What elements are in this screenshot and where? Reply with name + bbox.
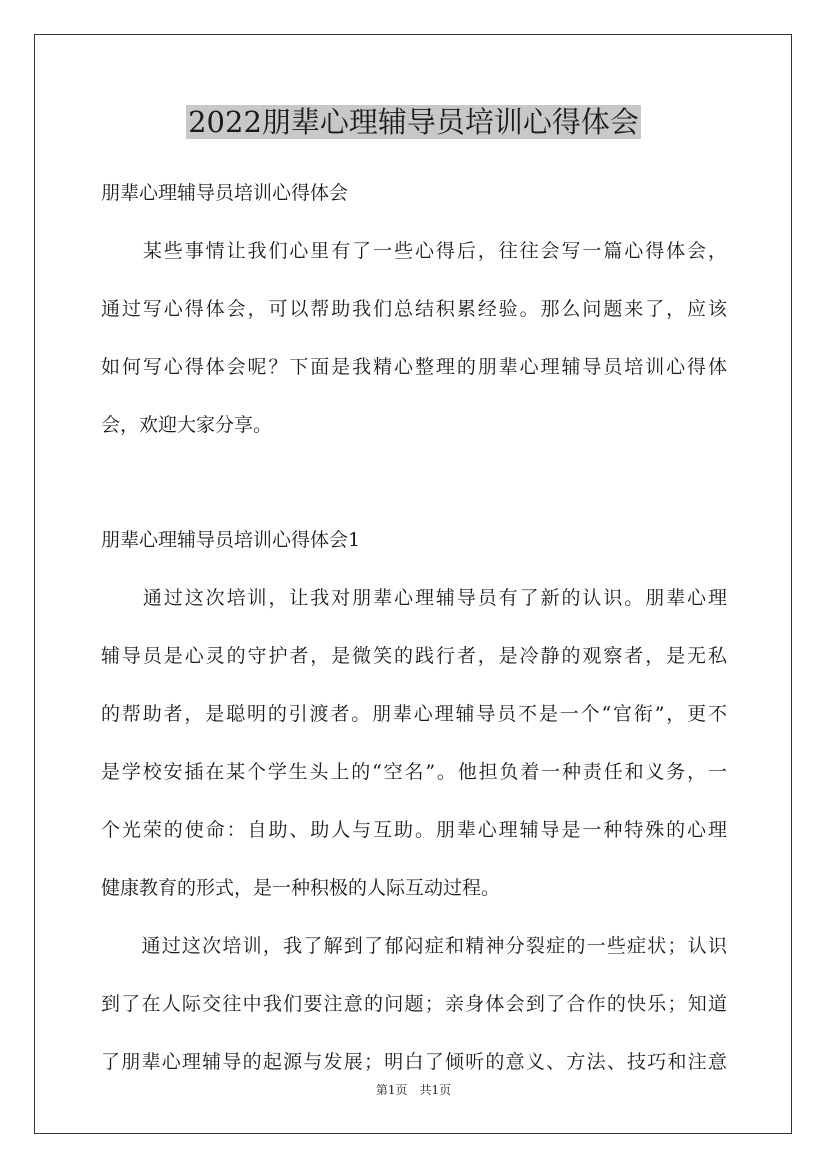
paragraph-line: 是学校安插在某个学生头上的“空名”。他担负着一种责任和义务，一: [101, 761, 727, 783]
intro-line: 某些事情让我们心里有了一些心得后，往往会写一篇心得体会，: [101, 240, 727, 262]
intro-line: 通过写心得体会，可以帮助我们总结积累经验。那么问题来了，应该: [101, 298, 727, 320]
page-number: 第1页 共1页: [375, 1083, 452, 1097]
paragraph-line: 健康教育的形式，是一种积极的人际互动过程。: [101, 877, 501, 899]
paragraph-line: 了朋辈心理辅导的起源与发展；明白了倾听的意义、方法、技巧和注意: [101, 1051, 727, 1073]
paragraph-line: 辅导员是心灵的守护者，是微笑的践行者，是冷静的观察者，是无私: [101, 645, 727, 667]
document-subtitle: 朋辈心理辅导员培训心得体会: [101, 182, 349, 204]
intro-line: 会，欢迎大家分享。: [101, 414, 273, 436]
paragraph-line: 到了在人际交往中我们要注意的问题；亲身体会到了合作的快乐；知道: [101, 993, 727, 1015]
paragraph-line: 通过这次培训，让我对朋辈心理辅导员有了新的认识。朋辈心理: [101, 587, 727, 609]
section-heading: 朋辈心理辅导员培训心得体会1: [101, 529, 361, 551]
page-footer: [0, 1081, 827, 1098]
document-body: [101, 176, 727, 1079]
paragraph-line: 通过这次培训，我了解到了郁闷症和精神分裂症的一些症状；认识: [101, 935, 727, 957]
paragraph-line: 的帮助者，是聪明的引渡者。朋辈心理辅导员不是一个“官衔”，更不: [101, 703, 727, 725]
paragraph-line: 个光荣的使命：自助、助人与互助。朋辈心理辅导是一种特殊的心理: [101, 819, 727, 841]
document-title-text: 2022朋辈心理辅导员培训心得体会: [188, 105, 639, 139]
document-title: [0, 100, 827, 144]
intro-line: 如何写心得体会呢？下面是我精心整理的朋辈心理辅导员培训心得体: [101, 356, 727, 378]
